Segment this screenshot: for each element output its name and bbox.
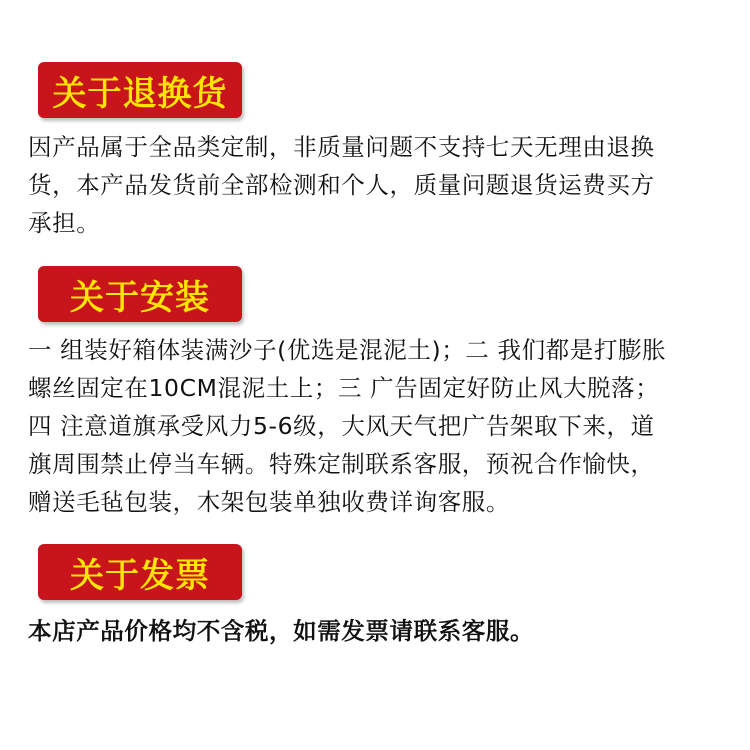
returns-paragraph [28, 128, 728, 242]
install-heading: 关于安装 [70, 277, 210, 318]
invoice-heading: 关于发票 [70, 555, 210, 596]
returns-heading-badge [38, 62, 242, 118]
returns-line: 货，本产品发货前全部检测和个人，质量问题退货运费买方 [28, 171, 655, 199]
invoice-heading-badge [38, 544, 242, 600]
invoice-line: 本店产品价格均不含税，如需发票请联系客服。 [28, 617, 535, 645]
install-line: 旗周围禁止停当车辆。特殊定制联系客服，预祝合作愉快， [28, 450, 655, 478]
install-line: 四 注意道旗承受风力5-6级，大风天气把广告架取下来，道 [28, 412, 655, 440]
returns-line: 承担。 [28, 209, 101, 237]
returns-line: 因产品属于全品类定制，非质量问题不支持七天无理由退换 [28, 133, 655, 161]
install-line: 赠送毛毡包装，木架包装单独收费详询客服。 [28, 488, 510, 516]
install-line: 一 组装好箱体装满沙子(优选是混泥土)；二 我们都是打膨胀 [28, 336, 667, 364]
install-line: 螺丝固定在10CM混泥土上；三 广告固定好防止风大脱落； [28, 374, 660, 402]
invoice-paragraph [28, 612, 728, 650]
install-heading-badge [38, 266, 242, 322]
install-paragraph [28, 331, 728, 521]
returns-heading: 关于退换货 [52, 73, 228, 114]
